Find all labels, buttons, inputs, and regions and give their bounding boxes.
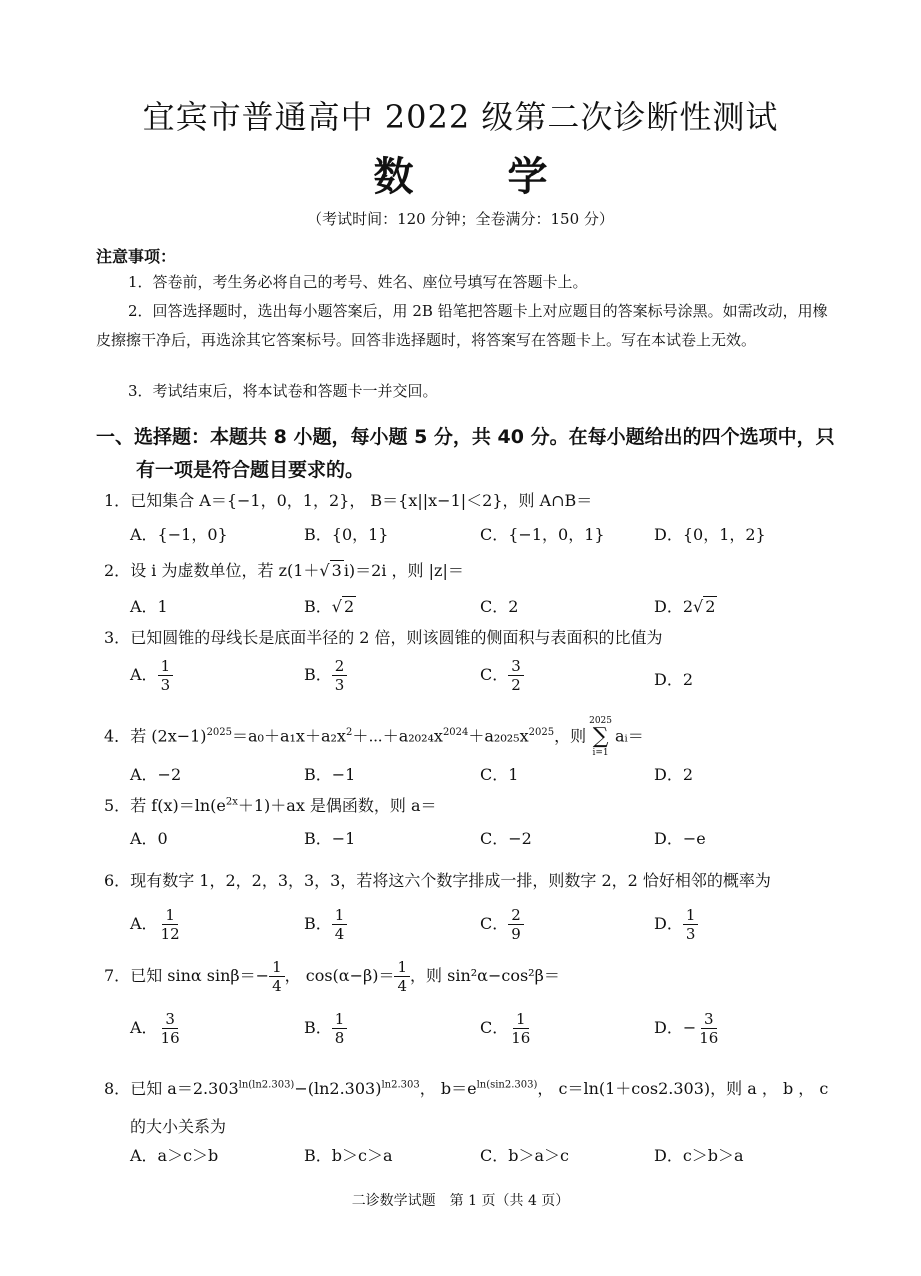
- notice-item-3: 3．考试结束后，将本试卷和答题卡一并交回。: [128, 382, 438, 400]
- option-b[interactable]: B．b＞c＞a: [304, 1146, 393, 1165]
- option-label: B．: [304, 914, 332, 933]
- sqrt-radicand: 3: [331, 561, 342, 580]
- question-6: [104, 868, 771, 891]
- option-label: C．: [480, 1018, 509, 1037]
- option-d[interactable]: [654, 1010, 721, 1047]
- question-stem-part: −(ln2.303): [294, 1079, 382, 1098]
- option-c[interactable]: C．b＞a＞c: [480, 1146, 569, 1165]
- page-footer: 二诊数学试题 第 1 页（共 4 页）: [351, 1193, 570, 1209]
- question-2: [104, 558, 464, 581]
- fraction: [158, 1010, 183, 1047]
- numerator: 1: [332, 1010, 348, 1029]
- notice-item-1: 1．答卷前，考生务必将自己的考号、姓名、座位号填写在答题卡上。: [128, 273, 588, 291]
- numerator: 3: [162, 1010, 178, 1029]
- option-d[interactable]: D．−e: [654, 829, 706, 848]
- option-label: D．−: [654, 1018, 697, 1037]
- exponent: ln2.303: [381, 1079, 420, 1091]
- numerator: 1: [394, 958, 410, 977]
- denominator: 3: [334, 676, 345, 694]
- question-number: 8．: [104, 1079, 131, 1098]
- question-stem: 已知圆锥的母线长是底面半径的 2 倍，则该圆锥的侧面积与表面积的比值为: [130, 628, 663, 647]
- option-c[interactable]: C．1: [480, 765, 519, 784]
- fraction: [508, 657, 524, 694]
- sum-lower: i=1: [592, 748, 609, 758]
- option-a[interactable]: A．{−1，0}: [130, 525, 228, 544]
- option-b[interactable]: [304, 594, 356, 617]
- denominator: 8: [334, 1029, 345, 1047]
- numerator: 3: [508, 657, 524, 676]
- question-number: 2．: [104, 561, 131, 580]
- question-stem-part: 已知 sinα sinβ＝−: [130, 966, 270, 985]
- sqrt-symbol: √ 3: [319, 561, 342, 580]
- sqrt-symbol: √ 2: [331, 597, 355, 616]
- option-label: A．: [130, 1018, 158, 1037]
- option-a[interactable]: [130, 906, 183, 943]
- exponent: 2024: [442, 727, 469, 739]
- option-c[interactable]: C．2: [480, 597, 519, 616]
- question-number: 4．: [104, 726, 131, 746]
- option-d[interactable]: D．c＞b＞a: [654, 1146, 744, 1165]
- option-label: B．: [304, 597, 332, 616]
- fraction: [269, 958, 285, 995]
- option-a[interactable]: A．a＞c＞b: [130, 1146, 219, 1165]
- summation-symbol: [589, 716, 612, 758]
- option-a[interactable]: A．0: [130, 829, 168, 848]
- exponent: 2025: [528, 727, 555, 739]
- exponent: ln(ln2.303): [238, 1079, 295, 1091]
- sqrt-symbol: √ 2: [693, 597, 716, 616]
- question-stem-part: 若 (2x−1): [130, 726, 207, 746]
- question-4: [104, 716, 644, 758]
- section-line-1: 一、选择题：本题共 8 小题，每小题 5 分，共 40 分。在每小题给出的四个选项中，只: [96, 426, 835, 448]
- option-label: D．: [654, 914, 683, 933]
- question-number: 5．: [104, 796, 131, 815]
- fraction: [508, 906, 524, 943]
- question-number: 1．: [104, 491, 131, 510]
- denominator: 16: [511, 1029, 531, 1047]
- denominator: 4: [272, 977, 282, 995]
- option-label: B．: [304, 1018, 332, 1037]
- question-stem: 已知集合 A＝{−1，0，1，2}， B＝{x||x−1|＜2}，则 A∩B＝: [130, 491, 593, 510]
- option-d[interactable]: D．2: [654, 670, 694, 689]
- option-a[interactable]: A．1: [130, 597, 168, 616]
- option-c[interactable]: [480, 657, 524, 694]
- section-heading: [96, 421, 836, 487]
- notice-title: 注意事项：: [96, 247, 177, 266]
- question-stem-part: ＋a₂₀₂₅x: [468, 726, 529, 746]
- numerator: 1: [162, 906, 178, 925]
- exponent: 2x: [225, 796, 238, 808]
- denominator: 16: [160, 1029, 180, 1047]
- option-label: D．2: [654, 597, 694, 616]
- option-b[interactable]: [304, 1010, 347, 1047]
- denominator: 9: [511, 925, 521, 943]
- question-number: 3．: [104, 628, 131, 647]
- fraction: [332, 1010, 348, 1047]
- numerator: 1: [683, 906, 699, 925]
- question-1: [104, 488, 592, 511]
- question-3: [104, 625, 663, 648]
- option-d[interactable]: D．{0，1，2}: [654, 525, 766, 544]
- option-label: C．: [480, 914, 509, 933]
- option-d[interactable]: [654, 906, 698, 943]
- option-b[interactable]: [304, 906, 347, 943]
- question-7: [104, 958, 560, 995]
- option-d[interactable]: D．2: [654, 765, 694, 784]
- question-stem-part: ， c＝ln(1＋cos2.303)，则 a ， b ， c: [537, 1079, 829, 1098]
- option-label: A．: [130, 914, 158, 933]
- option-a[interactable]: [130, 1010, 183, 1047]
- option-c[interactable]: C．{−1，0，1}: [480, 525, 605, 544]
- option-c[interactable]: [480, 906, 524, 943]
- option-b[interactable]: [304, 657, 347, 694]
- fraction: [332, 657, 348, 694]
- option-label: C．: [480, 665, 509, 684]
- question-stem-part: ＋⋯＋a₂₀₂₄x: [352, 726, 443, 746]
- numerator: 2: [508, 906, 524, 925]
- option-c[interactable]: C．−2: [480, 829, 532, 848]
- denominator: 3: [160, 676, 171, 694]
- section-line-2: 有一项是符合题目要求的。: [136, 459, 365, 481]
- question-stem-part: 若 f(x)＝ln(e: [130, 796, 226, 815]
- numerator: 1: [158, 657, 174, 676]
- question-stem-part: ， b＝e: [419, 1079, 477, 1098]
- exponent: ln(sin2.303): [476, 1079, 538, 1091]
- question-number: 7．: [104, 966, 131, 985]
- denominator: 16: [699, 1029, 719, 1047]
- option-c[interactable]: [480, 1010, 533, 1047]
- sqrt-radicand: 2: [705, 597, 716, 616]
- subject-title: 数 学: [373, 154, 588, 200]
- notice-item-2: 2．回答选择题时，选出每小题答案后，用 2B 铅笔把答题卡上对应题目的答案标号涂黑。如需改动，用橡皮擦擦干净后，再选涂其它答案标号。回答非选择题时，将答案写在答题卡上。写在本试卷上无效。: [96, 302, 828, 349]
- denominator: 4: [397, 977, 408, 995]
- numerator: 1: [513, 1010, 529, 1029]
- question-stem-part: ＝a₀＋a₁x＋a₂x: [232, 726, 346, 746]
- numerator: 1: [332, 906, 348, 925]
- question-stem-part: aᵢ＝: [615, 726, 644, 746]
- numerator: 2: [332, 657, 348, 676]
- denominator: 12: [160, 925, 180, 943]
- question-stem-part: i)＝2i ，则 |z|＝: [343, 561, 464, 580]
- fraction: [696, 1010, 721, 1047]
- option-a[interactable]: [130, 657, 173, 694]
- exponent: 2025: [206, 727, 233, 739]
- numerator: 3: [701, 1010, 717, 1029]
- fraction: [394, 958, 410, 995]
- denominator: 3: [685, 925, 696, 943]
- question-8-line-2: 的大小关系为: [130, 1117, 227, 1136]
- question-stem-part: ，则 sin²α−cos²β＝: [410, 966, 560, 985]
- exam-title: 宜宾市普通高中 2022 级第二次诊断性测试: [142, 98, 779, 136]
- exponent: 2: [345, 727, 353, 739]
- option-label: B．: [304, 665, 332, 684]
- sum-upper: 2025: [589, 716, 612, 726]
- question-stem: 现有数字 1，2，2，3，3，3，若将这六个数字排成一排，则数字 2，2 恰好相邻的概率为: [130, 871, 771, 890]
- numerator: 1: [269, 958, 285, 977]
- option-a[interactable]: A．−2: [130, 765, 182, 784]
- sqrt-radicand: 2: [343, 597, 355, 616]
- denominator: 2: [511, 676, 521, 694]
- exam-info: （考试时间：120 分钟；全卷满分：150 分）: [307, 210, 614, 228]
- question-stem-part: ， cos(α−β)＝: [284, 966, 395, 985]
- option-d[interactable]: [654, 594, 717, 617]
- denominator: 4: [334, 925, 345, 943]
- question-5: [104, 793, 437, 816]
- sigma-icon: ∑: [592, 724, 609, 749]
- question-stem-part: 已知 a＝2.303: [130, 1079, 239, 1098]
- option-b[interactable]: B．{0，1}: [304, 525, 389, 544]
- fraction: [508, 1010, 533, 1047]
- question-stem-part: 设 i 为虚数单位，若 z(1＋: [130, 561, 320, 580]
- fraction: [158, 657, 174, 694]
- option-b[interactable]: B．−1: [304, 765, 356, 784]
- question-8: [104, 1076, 828, 1099]
- question-number: 6．: [104, 871, 131, 890]
- fraction: [158, 906, 183, 943]
- option-b[interactable]: B．−1: [304, 829, 356, 848]
- option-label: A．: [130, 665, 158, 684]
- question-stem-part: ＋1)＋ax 是偶函数，则 a＝: [237, 796, 437, 815]
- question-stem-part: ，则: [554, 726, 587, 746]
- fraction: [683, 906, 699, 943]
- fraction: [332, 906, 348, 943]
